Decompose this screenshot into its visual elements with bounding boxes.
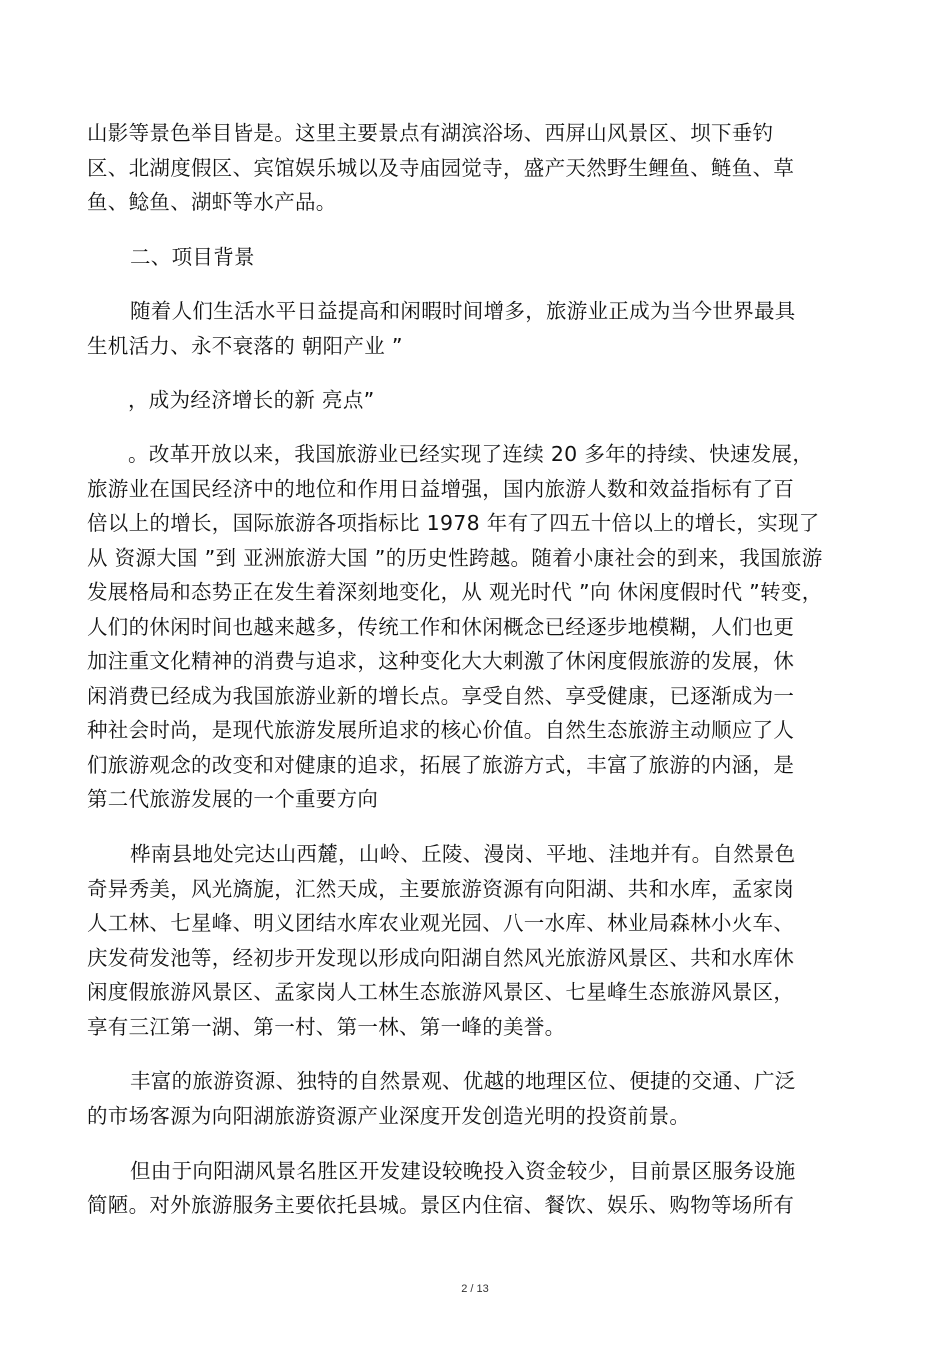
- text-line: 闲消费已经成为我国旅游业新的增长点。享受自然、享受健康，已逐渐成为一: [87, 684, 795, 708]
- text-line: 。改革开放以来，我国旅游业已经实现了连续 20 多年的持续、快速发展，: [128, 442, 814, 466]
- text-line: 山影等景色举目皆是。这里主要景点有湖滨浴场、西屏山风景区、坝下垂钓: [87, 121, 774, 145]
- text-line: 庆发荷发池等，经初步开发现以形成向阳湖自然风光旅游风景区、共和水库休: [87, 946, 795, 970]
- text-line: 人工林、七星峰、明义团结水库农业观光园、八一水库、林业局森林小火车、: [87, 911, 795, 935]
- text-line: 奇异秀美，风光旖旎，汇然天成，主要旅游资源有向阳湖、共和水库，孟家岗: [87, 877, 795, 901]
- text-line: 丰富的旅游资源、独特的自然景观、优越的地理区位、便捷的交通、广泛: [130, 1069, 796, 1093]
- text-line: 的市场客源为向阳湖旅游资源产业深度开发创造光明的投资前景。: [87, 1104, 691, 1128]
- text-line: 桦南县地处完达山西麓，山岭、丘陵、漫岗、平地、洼地并有。自然景色: [130, 842, 796, 866]
- text-line: 种社会时尚，是现代旅游发展所追求的核心价值。自然生态旅游主动顺应了人: [87, 718, 795, 742]
- text-line: 鱼、鲶鱼、湖虾等水产品。: [87, 190, 337, 214]
- page-number: 2 / 13: [461, 1283, 489, 1295]
- text-line: 们旅游观念的改变和对健康的追求，拓展了旅游方式，丰富了旅游的内涵，是: [87, 753, 795, 777]
- text-line: 简陋。对外旅游服务主要依托县城。景区内住宿、餐饮、娱乐、购物等场所有: [87, 1193, 795, 1217]
- text-line: 但由于向阳湖风景名胜区开发建设较晚投入资金较少，目前景区服务设施: [130, 1159, 796, 1183]
- text-line: 人们的休闲时间也越来越多，传统工作和休闲概念已经逐步地模糊，人们也更: [87, 615, 795, 639]
- text-line: 旅游业在国民经济中的地位和作用日益增强，国内旅游人数和效益指标有了百: [87, 477, 795, 501]
- text-line: 闲度假旅游风景区、孟家岗人工林生态旅游风景区、七星峰生态旅游风景区，: [87, 980, 795, 1004]
- text-line: 第二代旅游发展的一个重要方向: [87, 787, 379, 811]
- text-line: 发展格局和态势正在发生着深刻地变化，从 观光时代 ”向 休闲度假时代 ”转变，: [87, 580, 823, 604]
- text-line: 随着人们生活水平日益提高和闲暇时间增多，旅游业正成为当今世界最具: [130, 299, 796, 323]
- text-line: 从 资源大国 ”到 亚洲旅游大国 ”的历史性跨越。随着小康社会的到来，我国旅游: [87, 546, 823, 570]
- text-line: 生机活力、永不衰落的 朝阳产业 ”: [87, 334, 403, 358]
- text-line: 加注重文化精神的消费与追求，这种变化大大刺激了休闲度假旅游的发展，休: [87, 649, 795, 673]
- text-line: ，成为经济增长的新 亮点”: [128, 388, 375, 412]
- text-line: 倍以上的增长，国际旅游各项指标比 1978 年有了四五十倍以上的增长，实现了: [87, 511, 820, 535]
- text-line: 区、北湖度假区、宾馆娱乐城以及寺庙园觉寺，盛产天然野生鲤鱼、鲢鱼、草: [87, 156, 795, 180]
- section-heading: 二、项目背景: [130, 245, 255, 269]
- text-line: 享有三江第一湖、第一村、第一林、第一峰的美誉。: [87, 1015, 566, 1039]
